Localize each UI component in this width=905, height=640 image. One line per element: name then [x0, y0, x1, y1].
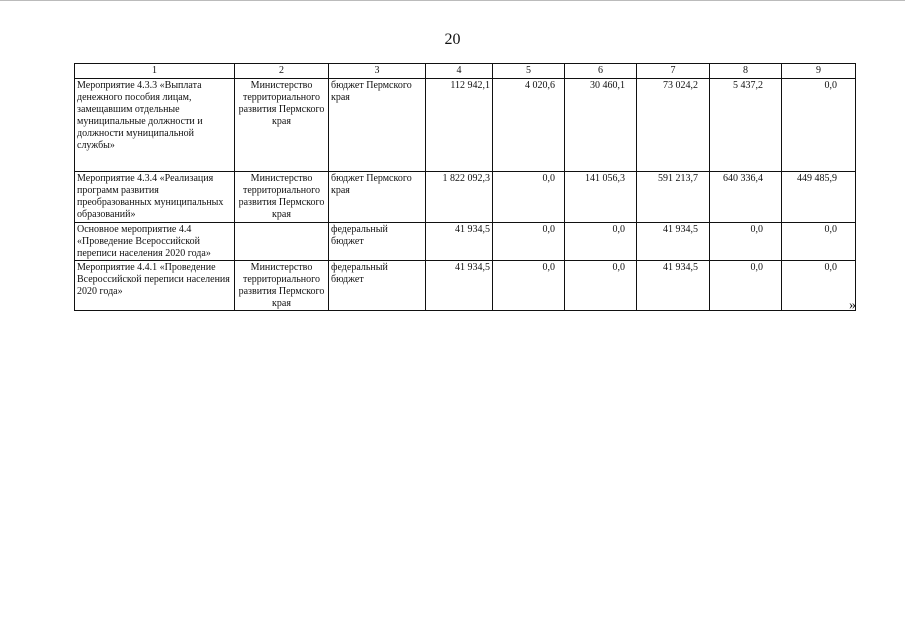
value-cell: 0,0	[710, 223, 782, 261]
executor-cell: Министерство территориального развития Пермского края	[235, 172, 329, 223]
column-header: 3	[329, 64, 426, 79]
activity-name-cell: Основное мероприятие 4.4 «Проведение Всероссийской переписи населения 2020 года»	[75, 223, 235, 261]
table-row	[75, 79, 856, 172]
value-cell: 640 336,4	[710, 172, 782, 223]
value-cell: 41 934,5	[426, 261, 493, 311]
value-cell: 41 934,5	[637, 261, 710, 311]
column-header: 9	[782, 64, 856, 79]
value-cell: 0,0	[782, 223, 856, 261]
column-header: 7	[637, 64, 710, 79]
value-cell: 1 822 092,3	[426, 172, 493, 223]
scan-border-line	[0, 0, 905, 1]
closing-quote-mark: »	[849, 298, 856, 313]
value-cell: 591 213,7	[637, 172, 710, 223]
executor-cell: Министерство территориального развития Пермского края	[235, 261, 329, 311]
page-number: 20	[444, 31, 461, 48]
value-cell: 0,0	[493, 223, 565, 261]
value-cell: 41 934,5	[426, 223, 493, 261]
activity-name-cell: Мероприятие 4.3.4 «Реализация программ развития преобразованных муниципальных образований»	[75, 172, 235, 223]
funding-source-cell: бюджет Пермского края	[329, 172, 426, 223]
value-cell: 41 934,5	[637, 223, 710, 261]
value-cell: 141 056,3	[565, 172, 637, 223]
value-cell: 0,0	[710, 261, 782, 311]
value-cell: 30 460,1	[565, 79, 637, 172]
value-cell: 73 024,2	[637, 79, 710, 172]
column-header: 6	[565, 64, 637, 79]
column-header: 5	[493, 64, 565, 79]
column-header: 1	[75, 64, 235, 79]
value-cell: 0,0	[565, 223, 637, 261]
value-cell: 0,0	[782, 79, 856, 172]
value-cell: 0,0	[493, 261, 565, 311]
funding-source-cell: федеральный бюджет	[329, 261, 426, 311]
value-cell: 0,0	[782, 261, 856, 311]
table-row	[75, 223, 856, 261]
activity-name-cell: Мероприятие 4.4.1 «Проведение Всероссийской переписи населения 2020 года»	[75, 261, 235, 311]
value-cell: 449 485,9	[782, 172, 856, 223]
value-cell: 0,0	[565, 261, 637, 311]
table-row	[75, 261, 856, 311]
column-header: 8	[710, 64, 782, 79]
column-header: 2	[235, 64, 329, 79]
column-header: 4	[426, 64, 493, 79]
value-cell: 5 437,2	[710, 79, 782, 172]
value-cell: 112 942,1	[426, 79, 493, 172]
budget-table	[74, 63, 856, 311]
activity-name-cell: Мероприятие 4.3.3 «Выплата денежного пособия лицам, замещавшим отдельные муниципальные должности и должности муниципальной службы»	[75, 79, 235, 172]
executor-cell	[235, 223, 329, 261]
executor-cell: Министерство территориального развития Пермского края	[235, 79, 329, 172]
funding-source-cell: бюджет Пермского края	[329, 79, 426, 172]
value-cell: 0,0	[493, 172, 565, 223]
funding-source-cell: федеральный бюджет	[329, 223, 426, 261]
value-cell: 4 020,6	[493, 79, 565, 172]
table-header-row	[75, 64, 856, 79]
table-row	[75, 172, 856, 223]
